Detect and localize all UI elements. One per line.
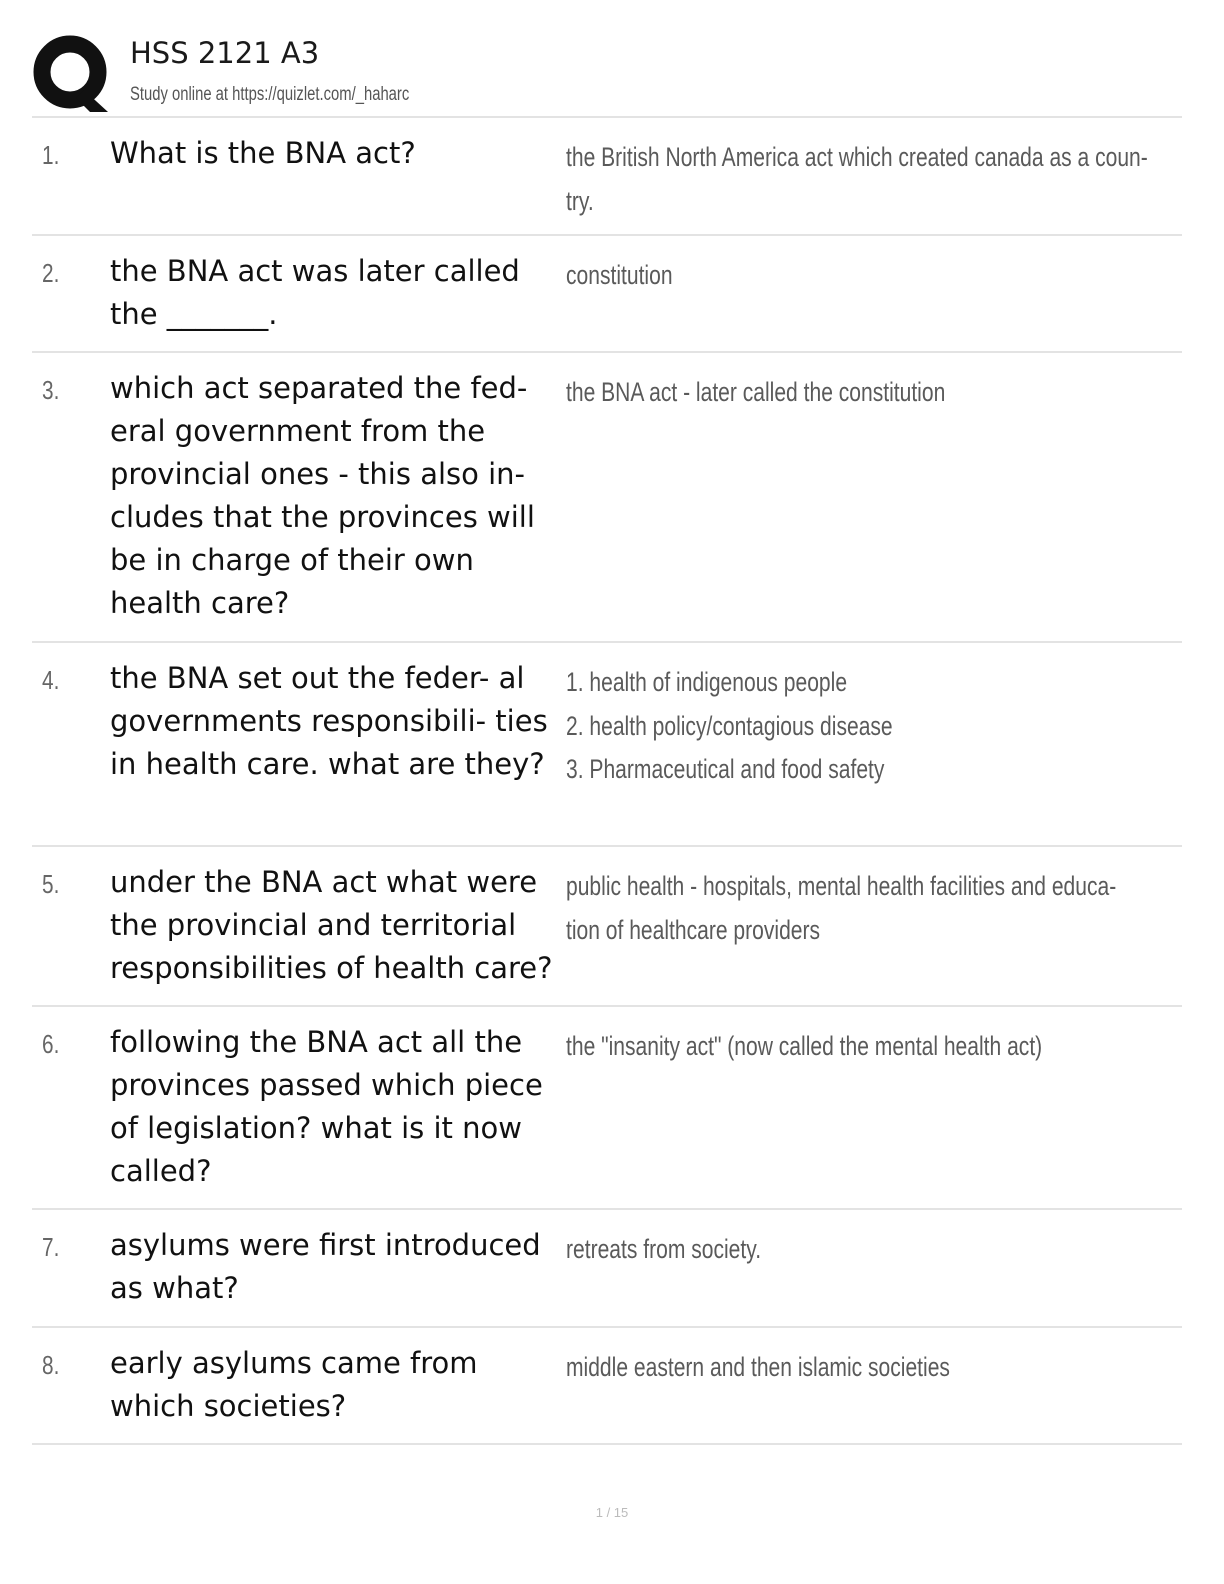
definition-line: the "insanity act" (now called the mental health act) [566, 1031, 1043, 1061]
card-definition [566, 1346, 1167, 1390]
study-online-link[interactable]: Study online at https://quizlet.com/_haharc [130, 84, 410, 105]
flashcard-row [32, 1210, 1182, 1328]
card-definition [566, 254, 1167, 298]
card-definition [566, 865, 1167, 952]
card-term: asylums were first introduced as what? [110, 1228, 541, 1305]
card-number: 3. [42, 375, 60, 405]
flashcard-row [32, 353, 1182, 643]
card-term: the BNA set out the feder- al governments responsibili- ties in health care. what are they? [110, 661, 548, 781]
card-number: 1. [42, 140, 60, 170]
card-number: 2. [42, 258, 60, 288]
definition-line: 3. Pharmaceutical and food safety [566, 754, 885, 784]
definition-line: middle eastern and then islamic societies [566, 1352, 950, 1382]
card-definition [566, 1025, 1167, 1069]
flashcard-row [32, 236, 1182, 353]
page-header [32, 28, 1182, 116]
flashcard-list [32, 116, 1182, 1445]
card-definition [566, 371, 1167, 415]
definition-line: try. [566, 185, 594, 216]
card-term: following the BNA act all the provinces passed which piece of legislation? what is it now called? [110, 1025, 543, 1188]
definition-line: 2. health policy/contagious disease [566, 710, 893, 741]
flashcard-row [32, 1328, 1182, 1445]
card-term: which act separated the fed- eral government from the provincial ones - this also in- cludes that the provinces will be in charge of their own health care? [110, 371, 535, 620]
definition-line: the BNA act - later called the constitution [566, 377, 946, 407]
flashcard-row [32, 118, 1182, 236]
flashcard-row [32, 1007, 1182, 1210]
page-indicator: 1 / 15 [595, 1505, 629, 1520]
definition-line: public health - hospitals, mental health facilities and educa- [566, 871, 1117, 901]
card-number: 6. [42, 1029, 60, 1059]
definition-line: retreats from society. [566, 1234, 762, 1264]
card-definition [566, 136, 1167, 223]
definition-line: tion of healthcare providers [566, 914, 821, 945]
card-number: 4. [42, 665, 60, 695]
card-definition [566, 661, 1167, 792]
card-term: What is the BNA act? [110, 136, 416, 170]
flashcard-row [32, 643, 1182, 847]
set-title: HSS 2121 A3 [130, 36, 320, 70]
card-number: 8. [42, 1350, 60, 1380]
card-number: 7. [42, 1232, 60, 1262]
quizlet-logo-icon [32, 34, 112, 114]
card-term: under the BNA act what were the provincial and territorial responsibilities of health care? [110, 865, 553, 985]
definition-line: constitution [566, 260, 673, 290]
card-definition [566, 1228, 1167, 1272]
card-term: the BNA act was later called the _______. [110, 254, 520, 331]
definition-line: 1. health of indigenous people [566, 667, 848, 697]
flashcard-row [32, 847, 1182, 1007]
definition-line: the British North America act which created canada as a coun- [566, 142, 1148, 172]
card-number: 5. [42, 869, 60, 899]
card-term: early asylums came from which societies? [110, 1346, 478, 1423]
